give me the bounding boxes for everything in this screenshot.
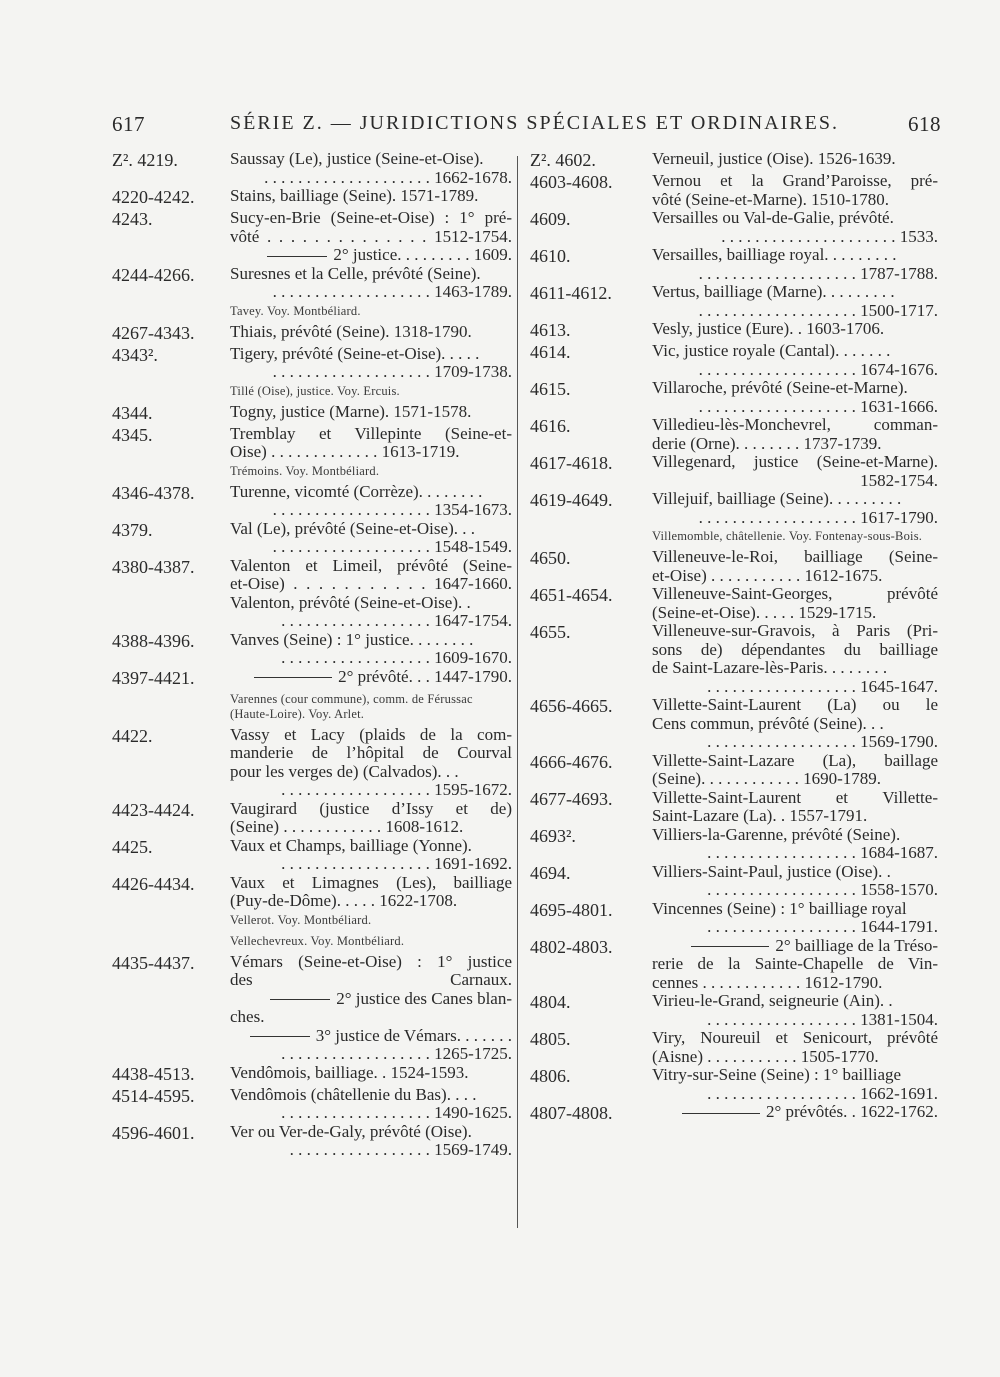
index-entry [530,622,938,696]
page-header [0,0,1000,140]
entry-line: . . . . . . . . . . . . . . . . . . . 1709-1738. [272,363,512,381]
entry-line: . . . . . . . . . . . . . . . . . . 1647-1754. [281,612,512,630]
running-title: SÉRIE Z. — JURIDICTIONS SPÉCIALES ET ORDINAIRES. [230,112,839,134]
index-entry [530,342,938,379]
entry-number: 4807-4808. [530,1103,613,1123]
entry-line: de Saint-Lazare-lès-Paris. . . . . . . . [652,659,888,677]
entry-number: 4220-4242. [112,187,195,207]
entry-number: 4617-4618. [530,453,613,473]
entry-line: . . . . . . . . . . . . . . . . . . 1569-1790. [707,733,938,751]
entry-line: Vendômois (châtellenie du Bas). . . . [230,1085,477,1104]
entry-line: Vesly, justice (Eure). . 1603-1706. [652,320,885,338]
entry-number: 4613. [530,320,571,340]
entry-line: (Seine-et-Oise). . . . . 1529-1715. [652,603,877,622]
index-entry [112,323,512,345]
entry-number: 4806. [530,1066,571,1086]
entry-line: Saussay (Le), justice (Seine-et-Oise). [230,150,484,168]
entry-line: . . . . . . . . . . . . . . . . . . . 1787-1788. [698,264,938,283]
entry-line: Villeneuve-Saint-Georges, prévôté [652,585,938,603]
index-entry [530,283,938,320]
index-entry [530,826,938,863]
index-entry [112,874,512,911]
entry-line: et-Oise) . . . . . . . . . . . 1647-1660. [230,575,512,593]
entry-number: 4343². [112,344,158,365]
entry-line: ches. [230,1008,265,1026]
ditto-rule [691,946,769,947]
entry-line: (Aisne) . . . . . . . . . . . 1505-1770. [652,1047,879,1066]
index-entry [112,209,512,265]
entry-line: Vincennes (Seine) : 1° bailliage royal [652,899,907,918]
entry-line: Viry, Noureuil et Senicourt, prévôté [652,1029,938,1047]
entry-number: 4805. [530,1029,571,1049]
entry-number: 4619-4649. [530,490,613,510]
entry-number: 4695-4801. [530,899,613,920]
index-entry [112,837,512,874]
index-entry [112,345,512,382]
index-entry [112,403,512,425]
entry-line: (Puy-de-Dôme). . . . . 1622-1708. [230,892,458,910]
entry-line: Vanves (Seine) : 1° justice. . . . . . . . [230,630,474,649]
index-entry [112,150,512,187]
left-column [112,150,512,1160]
ditto-rule [270,999,330,1000]
cross-reference: Trémoins. Voy. Montbéliard. [230,463,380,478]
index-entry [530,490,938,527]
entry-number: 4426-4434. [112,873,195,894]
entry-number: 4345. [112,424,153,445]
entry-line: Suresnes et la Celle, prévôté (Seine). [230,264,481,283]
entry-line: . . . . . . . . . . . . . . . . . . 1490-1625. [281,1104,512,1122]
entry-line: Vassy et Lacy (plaids de la com- [230,725,512,744]
entry-line: Val (Le), prévôté (Seine-et-Oise). . . [230,519,475,538]
cross-reference: Varennes (cour commune), comm. de Férussac (Haute-Loire). Voy. Arlet. [230,691,473,721]
entry-line: cennes . . . . . . . . . . . . 1612-1790. [652,973,883,992]
right-column [530,150,938,1125]
entry-line: Villeneuve-le-Roi, bailliage (Seine- [652,548,938,566]
entry-number: 4244-4266. [112,264,195,285]
entry-line: Stains, bailliage (Seine). 1571-1789. [230,187,479,205]
index-entry [112,953,512,1064]
entry-line: Vendômois, bailliage. . 1524-1593. [230,1063,469,1082]
entry-line: . . . . . . . . . . . . . . . . . . . 1548-1549. [272,538,512,556]
entry-number: 4802-4803. [530,936,613,957]
entry-line: 2° justice des Canes blan- [230,990,512,1009]
entry-line: sons de) dépendantes du bailliage [652,640,938,659]
index-entry [112,265,512,302]
entry-line: . . . . . . . . . . . . . . . . . 1569-1749. [289,1141,512,1159]
cross-reference: Vellechevreux. Voy. Montbéliard. [230,933,405,948]
index-entry [530,863,938,900]
entry-line: 3° justice de Vémars. . . . . . . [230,1027,512,1046]
entry-number: 4614. [530,342,571,362]
index-entry [112,520,512,557]
index-entry [112,800,512,837]
entry-line: Saint-Lazare (La). . 1557-1791. [652,807,868,825]
entry-line: derie (Orne). . . . . . . . 1737-1739. [652,434,882,453]
entry-number: 4267-4343. [112,322,195,343]
entry-number: 4616. [530,416,571,436]
index-entry [112,668,512,690]
entry-number: 4655. [530,622,571,642]
ditto-rule [250,1036,310,1037]
entry-line: Vic, justice royale (Cantal). . . . . . . [652,342,891,360]
index-entry [530,1066,938,1103]
entry-number: 4677-4693. [530,788,613,809]
entry-number: 4693². [530,825,576,846]
entry-line: pour les verges de) (Calvados). . . [230,762,459,781]
entry-number: 4423-4424. [112,799,195,820]
entry-line: . . . . . . . . . . . . . . . . . . 1609-1670. [281,649,512,667]
entry-line: Vémars (Seine-et-Oise) : 1° justice [230,952,512,971]
index-entry [530,900,938,937]
entry-number: 4651-4654. [530,585,613,605]
entry-line: . . . . . . . . . . . . . . . . . . . 1500-1717. [698,301,938,320]
entry-line: Thiais, prévôté (Seine). 1318-1790. [230,322,472,341]
entry-line: Villeneuve-sur-Gravois, à Paris (Pri- [652,622,938,640]
entry-line: Valenton et Limeil, prévôté (Seine- [230,556,512,575]
index-entry [530,1103,938,1125]
entry-line: 1582-1754. [860,471,938,490]
entry-line: . . . . . . . . . . . . . . . . . . . 1463-1789. [272,283,512,301]
column-divider [517,156,518,1228]
index-entry [112,726,512,800]
entry-number: Z². 4602. [530,150,596,170]
page-number-left: 617 [112,112,145,136]
index-entry [530,379,938,416]
cross-reference: Tavey. Voy. Montbéliard. [230,303,361,318]
index-entry [112,425,512,462]
index-entry [530,209,938,246]
index-entry [530,752,938,789]
index-entry [112,557,512,631]
entry-line: Villette-Saint-Lazare (La), baillage [652,751,938,770]
index-entry [112,1086,512,1123]
entry-line: . . . . . . . . . . . . . . . . . . 1265-1725. [281,1045,512,1063]
entry-line: Vaux et Limagnes (Les), bailliage [230,873,512,892]
entry-line: . . . . . . . . . . . . . . . . . . . 1354-1673. [272,501,512,519]
ditto-rule [682,1113,760,1114]
entry-number: Z². 4219. [112,150,178,170]
entry-line: Oise) . . . . . . . . . . . . . 1613-1719. [230,443,460,461]
entry-number: 4615. [530,379,571,399]
index-entry [112,1123,512,1160]
entry-line: vôté . . . . . . . . . . . . . . 1512-1754. [230,227,512,246]
entry-line: Versailles, bailliage royal. . . . . . . . . [652,246,897,264]
index-entry [530,150,938,172]
index-entry [530,992,938,1029]
index-entry [530,789,938,826]
entry-line: Tremblay et Villepinte (Seine-et- [230,424,512,443]
entry-line: des Carnaux. [230,971,512,989]
entry-number: 4603-4608. [530,172,613,192]
entry-line: manderie de l’hôpital de Courval [230,744,512,762]
entry-line: Vaux et Champs, bailliage (Yonne). [230,836,472,855]
cross-reference: Villemomble, châtellenie. Voy. Fontenay-sous-Bois. [652,529,923,543]
entry-number: 4611-4612. [530,283,612,303]
index-entry [530,585,938,622]
cross-reference: Tillé (Oise), justice. Voy. Ercuis. [230,383,400,398]
index-entry [112,631,512,668]
entry-line: 2° prévôtés. . 1622-1762. [652,1103,938,1122]
page-number-right: 618 [908,112,941,136]
entry-line: . . . . . . . . . . . . . . . . . . . 1631-1666. [698,397,938,416]
entry-line: rerie de la Sainte-Chapelle de Vin- [652,955,938,973]
entry-line: Vernou et la Grand’Paroisse, pré- [652,172,938,190]
entry-line: Villiers-la-Garenne, prévôté (Seine). [652,825,901,844]
entry-line: . . . . . . . . . . . . . . . . . . . . 1662-1678. [264,168,512,187]
entry-line: Ver ou Ver-de-Galy, prévôté (Oise). [230,1122,472,1141]
entry-line: . . . . . . . . . . . . . . . . . . 1691-1692. [281,855,512,873]
index-entry [112,483,512,520]
index-entry [530,696,938,752]
entry-number: 4666-4676. [530,751,613,772]
index-entry [530,416,938,453]
index-entry [530,172,938,209]
index-entry [112,187,512,209]
index-entry [530,1029,938,1066]
index-entry [530,548,938,585]
entry-number: 4514-4595. [112,1085,195,1106]
entry-number: 4397-4421. [112,667,195,688]
entry-number: 4379. [112,519,153,540]
entry-number: 4380-4387. [112,556,195,577]
entry-number: 4650. [530,548,571,568]
entry-line: Villiers-Saint-Paul, justice (Oise). . [652,862,891,881]
entry-line: (Seine) . . . . . . . . . . . . 1608-1612. [230,818,464,836]
ditto-rule [267,256,327,257]
entry-line: . . . . . . . . . . . . . . . . . . . 1617-1790. [698,508,938,527]
entry-line: Sucy-en-Brie (Seine-et-Oise) : 1° pré- [230,209,512,227]
ditto-rule [254,677,332,678]
entry-line: . . . . . . . . . . . . . . . . . . 1595-1672. [281,781,512,799]
entry-line: . . . . . . . . . . . . . . . . . . . 1674-1676. [698,360,938,379]
entry-line: vôté (Seine-et-Marne). 1510-1780. [652,190,889,209]
entry-line: 2° justice. . . . . . . . . 1609. [230,246,512,265]
entry-line: . . . . . . . . . . . . . . . . . . . . . 1533. [721,227,938,246]
index-entry [112,1064,512,1086]
cross-reference: Vellerot. Voy. Montbéliard. [230,912,372,927]
entry-line: Villette-Saint-Laurent (La) ou le [652,696,938,714]
entry-line: . . . . . . . . . . . . . . . . . . 1662-1691. [707,1084,938,1103]
entry-number: 4656-4665. [530,696,613,716]
entry-line: Vertus, bailliage (Marne). . . . . . . . . [652,283,895,301]
index-entry [530,453,938,490]
entry-number: 4344. [112,402,153,423]
entry-number: 4435-4437. [112,952,195,973]
entry-line: . . . . . . . . . . . . . . . . . . 1684-1687. [707,844,938,862]
entry-line: Tigery, prévôté (Seine-et-Oise). . . . . [230,344,480,363]
entry-line: . . . . . . . . . . . . . . . . . . 1645-1647. [707,677,938,696]
entry-line: . . . . . . . . . . . . . . . . . . 1381-1504. [707,1010,938,1029]
entry-number: 4804. [530,992,571,1012]
entry-line: Villaroche, prévôté (Seine-et-Marne). [652,379,908,397]
entry-number: 4694. [530,862,571,883]
entry-line: Villegenard, justice (Seine-et-Marne). [652,453,938,471]
entry-number: 4596-4601. [112,1122,195,1143]
entry-number: 4346-4378. [112,482,195,503]
entry-line: et-Oise) . . . . . . . . . . . 1612-1675. [652,566,883,585]
entry-line: . . . . . . . . . . . . . . . . . . 1644-1791. [707,918,938,936]
entry-line: Verneuil, justice (Oise). 1526-1639. [652,150,896,168]
entry-line: Villedieu-lès-Monchevrel, comman- [652,416,938,434]
entry-line: Virieu-le-Grand, seigneurie (Ain). . [652,992,893,1010]
entry-line: Togny, justice (Marne). 1571-1578. [230,402,472,421]
entry-line: Villette-Saint-Laurent et Villette- [652,788,938,807]
index-entry [530,937,938,993]
entry-number: 4425. [112,836,153,857]
entry-line: Vaugirard (justice d’Issy et de) [230,799,512,818]
entry-number: 4422. [112,725,153,746]
entry-number: 4243. [112,209,153,229]
entry-line: Valenton, prévôté (Seine-et-Oise). . [230,593,471,612]
entry-line: Villejuif, bailliage (Seine). . . . . . . . . [652,490,902,508]
entry-line: 2° prévôté. . . 1447-1790. [230,668,512,687]
entry-line: Versailles ou Val-de-Galie, prévôté. [652,209,894,227]
entry-number: 4610. [530,246,571,266]
index-entry [530,246,938,283]
entry-line: (Seine). . . . . . . . . . . . 1690-1789. [652,770,882,788]
entry-number: 4609. [530,209,571,229]
entry-line: Cens commun, prévôté (Seine). . . [652,714,884,733]
index-entry [530,320,938,342]
entry-line: Turenne, vicomté (Corrèze). . . . . . . . [230,482,483,501]
entry-line: 2° bailliage de la Tréso- [652,937,938,956]
entry-number: 4388-4396. [112,630,195,651]
entry-line: Vitry-sur-Seine (Seine) : 1° bailliage [652,1066,902,1084]
entry-line: . . . . . . . . . . . . . . . . . . 1558-1570. [707,881,938,899]
entry-number: 4438-4513. [112,1063,195,1084]
